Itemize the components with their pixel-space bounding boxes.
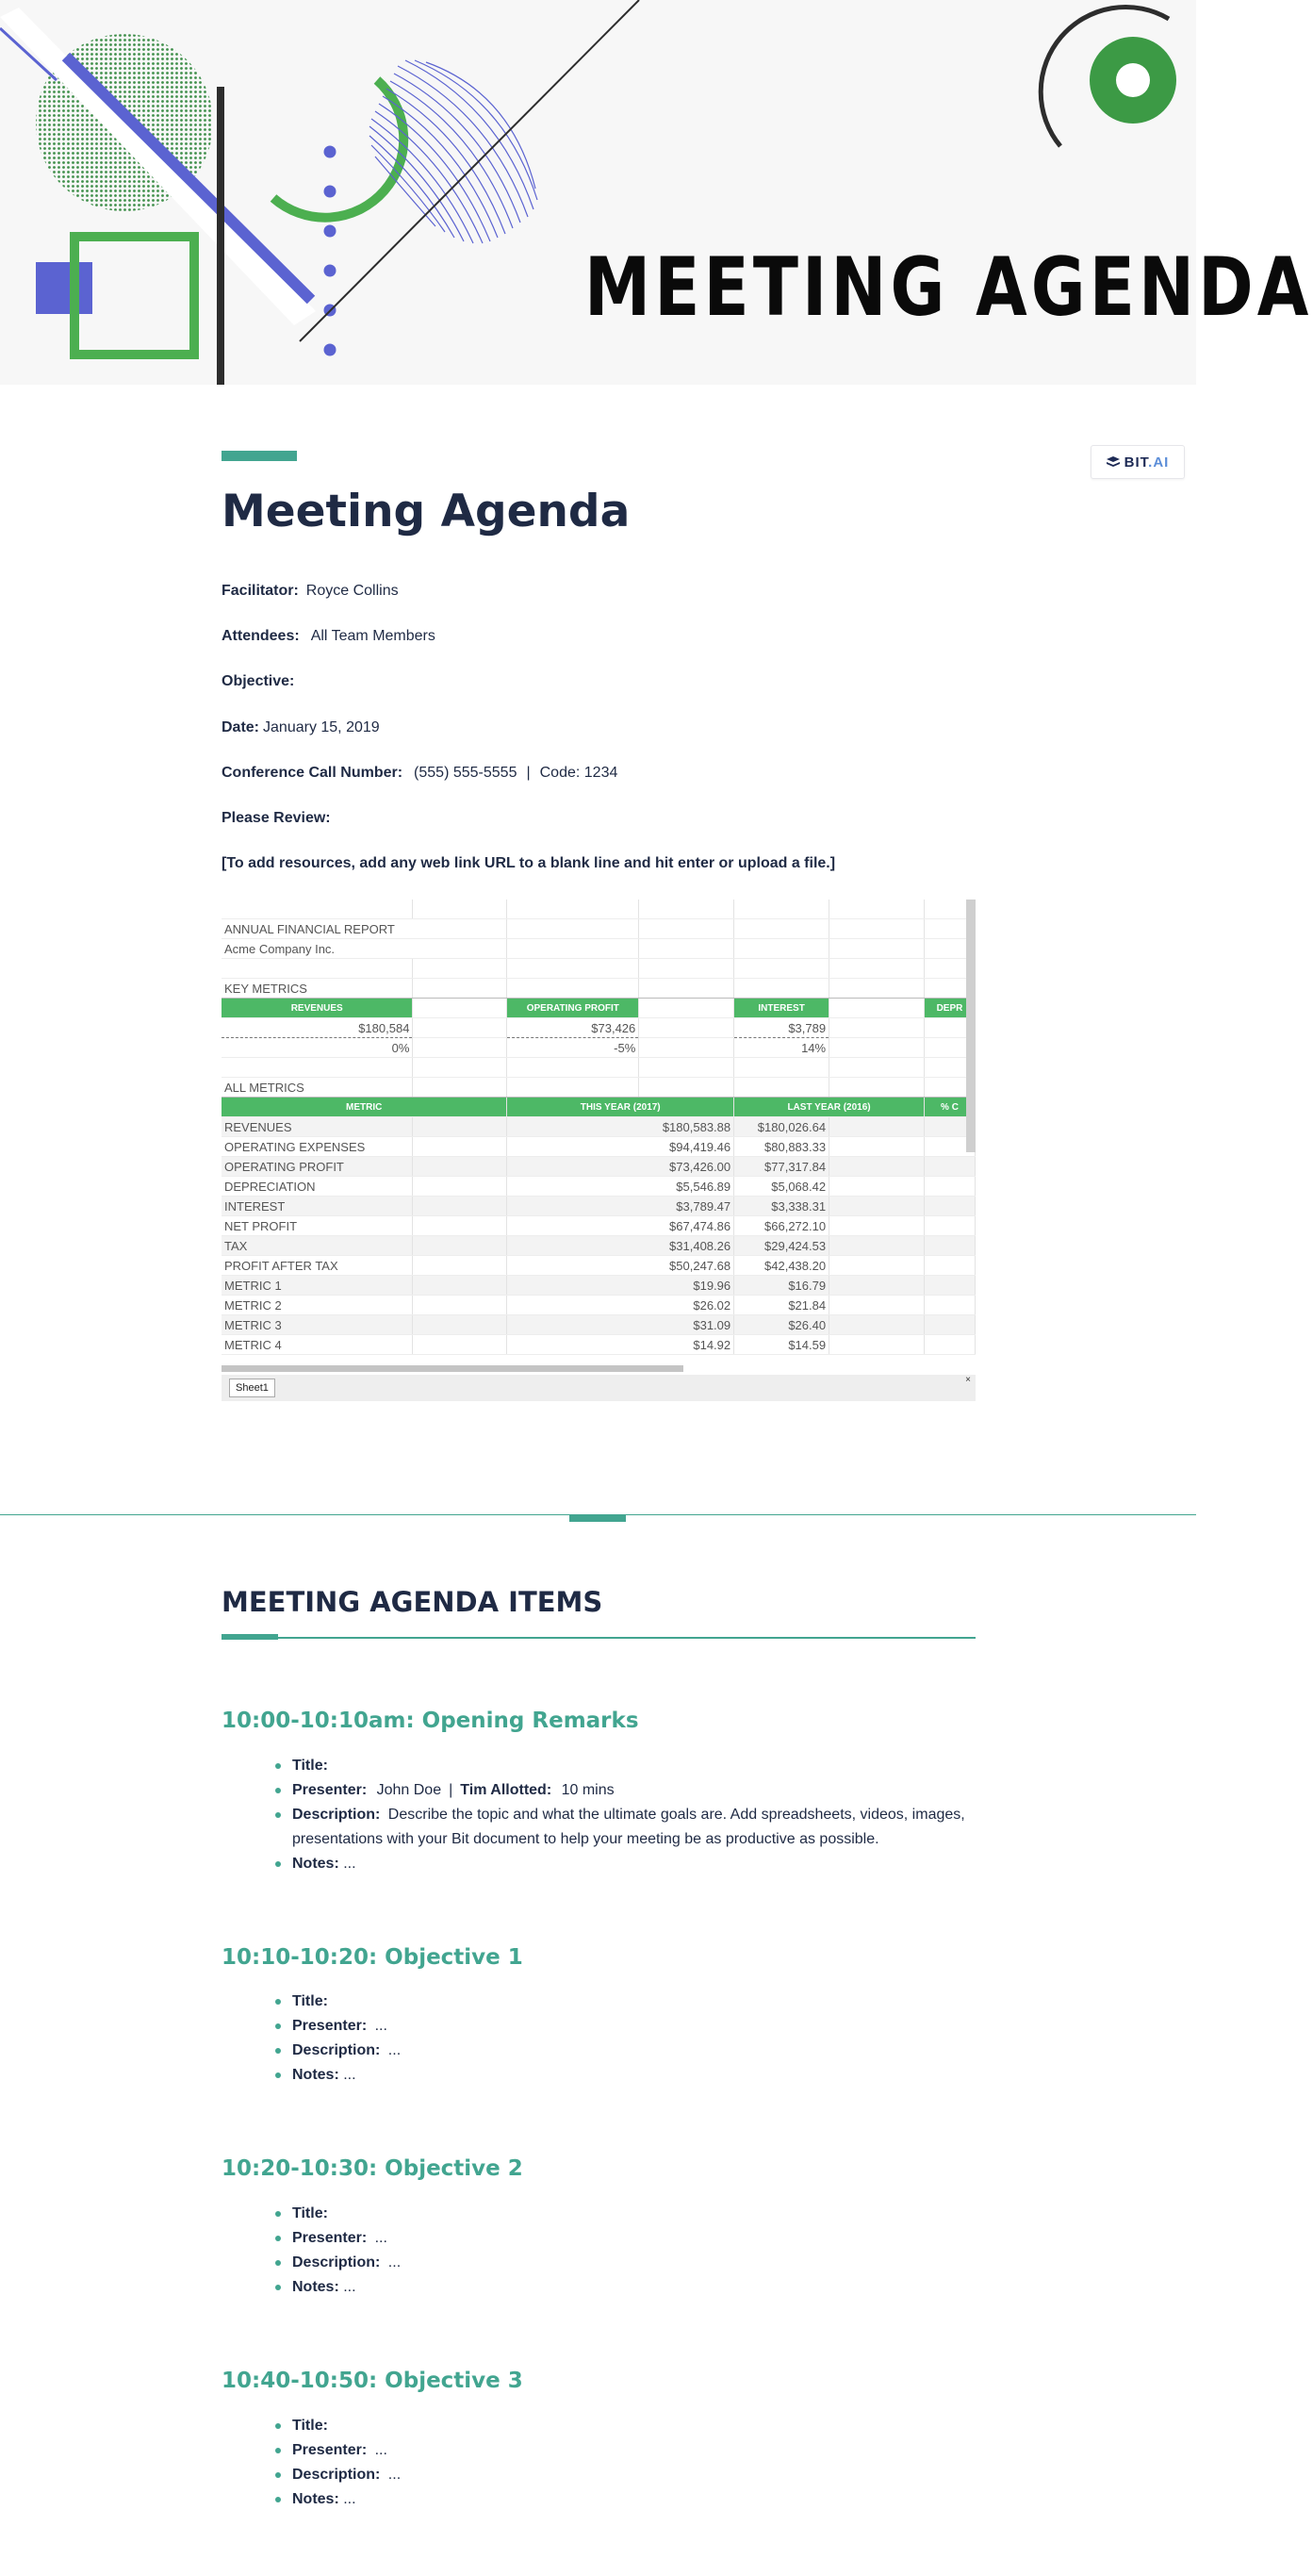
title-line: Title:	[275, 1754, 973, 1778]
date-label: Date:	[222, 719, 260, 735]
sheet-tab-bar	[222, 1375, 976, 1401]
description-line: Description: ...	[275, 2463, 973, 2487]
date-value: January 15, 2019	[263, 719, 380, 735]
objective-label: Objective:	[222, 673, 295, 689]
col-header-this-year[interactable]: THIS YEAR (2017)	[507, 1098, 734, 1117]
last-year-cell[interactable]: $80,883.33	[734, 1137, 829, 1157]
dot-column	[324, 146, 336, 356]
row-label[interactable]: METRIC 4	[222, 1335, 413, 1355]
this-year-cell[interactable]: $73,426.00	[507, 1157, 734, 1177]
agenda-item-heading: 10:20-10:30: Objective 2	[222, 2156, 523, 2181]
section-underline	[222, 1637, 976, 1639]
this-year-cell[interactable]: $94,419.46	[507, 1137, 734, 1157]
table-row	[222, 1256, 976, 1276]
agenda-item-heading: 10:40-10:50: Objective 3	[222, 2369, 523, 2393]
table-row	[222, 1117, 976, 1137]
col-header-metric[interactable]: METRIC	[222, 1098, 507, 1117]
table-row	[222, 1177, 976, 1197]
description-line: Description: ...	[275, 2039, 973, 2063]
presenter-line: Presenter: ...	[275, 2438, 973, 2463]
header-banner	[0, 0, 1313, 385]
this-year-cell[interactable]: $3,789.47	[507, 1197, 734, 1216]
bit-logo-icon	[1107, 456, 1120, 468]
table-row	[222, 1216, 976, 1236]
description-line: Description: ...	[275, 2251, 973, 2275]
spreadsheet-vertical-scrollbar[interactable]	[966, 900, 976, 1152]
call-number-label: Conference Call Number:	[222, 765, 403, 781]
table-row	[222, 1276, 976, 1296]
close-icon[interactable]: ×	[965, 1375, 971, 1385]
presenter-line: Presenter: John Doe | Tim Allotted: 10 mins	[275, 1778, 973, 1803]
title-line: Title:	[275, 2202, 973, 2226]
call-number-value: (555) 555-5555	[414, 765, 517, 781]
notes-line: Notes: ...	[275, 2275, 973, 2300]
last-year-cell[interactable]: $14.59	[734, 1335, 829, 1355]
key-value-cell[interactable]: $180,584	[222, 1018, 413, 1038]
key-metrics-label[interactable]: KEY METRICS	[222, 979, 413, 999]
facilitator-label: Facilitator:	[222, 583, 299, 599]
table-row	[222, 1335, 976, 1355]
agenda-item-details	[275, 2202, 973, 2300]
this-year-cell[interactable]: $14.92	[507, 1335, 734, 1355]
last-year-cell[interactable]: $180,026.64	[734, 1117, 829, 1137]
this-year-cell[interactable]: $26.02	[507, 1296, 734, 1315]
last-year-cell[interactable]: $3,338.31	[734, 1197, 829, 1216]
key-header-operating-profit[interactable]: OPERATING PROFIT	[507, 999, 639, 1018]
all-metrics-label[interactable]: ALL METRICS	[222, 1078, 413, 1098]
key-header-interest[interactable]: INTEREST	[734, 999, 829, 1018]
report-title-cell[interactable]: ANNUAL FINANCIAL REPORT	[222, 919, 507, 939]
row-label[interactable]: INTEREST	[222, 1197, 413, 1216]
key-change-cell[interactable]: 14%	[734, 1038, 829, 1058]
col-header-last-year[interactable]: LAST YEAR (2016)	[734, 1098, 925, 1117]
last-year-cell[interactable]: $29,424.53	[734, 1236, 829, 1256]
col-header-change[interactable]: % C	[924, 1098, 975, 1117]
facilitator-field	[222, 583, 399, 600]
page-title: Meeting Agenda	[222, 486, 631, 537]
description-line: Description: Describe the topic and what the ultimate goals are. Add spreadsheets, videos, images, presentations with your Bit document to help your meeting be as productive as possible.	[275, 1803, 973, 1852]
section-underline-accent	[222, 1634, 278, 1640]
agenda-section-title: MEETING AGENDA ITEMS	[222, 1586, 603, 1618]
this-year-cell[interactable]: $5,546.89	[507, 1177, 734, 1197]
dark-vertical-bar	[217, 87, 224, 385]
presenter-line: Presenter: ...	[275, 2014, 973, 2039]
call-number-field	[222, 765, 617, 782]
title-line: Title:	[275, 2414, 973, 2438]
this-year-cell[interactable]: $180,583.88	[507, 1117, 734, 1137]
presenter-line: Presenter: ...	[275, 2226, 973, 2251]
review-label: Please Review:	[222, 810, 331, 826]
this-year-cell[interactable]: $31.09	[507, 1315, 734, 1335]
row-label[interactable]: TAX	[222, 1236, 413, 1256]
divider-accent	[569, 1514, 626, 1522]
key-change-cell[interactable]: 0%	[222, 1038, 413, 1058]
table-row	[222, 1296, 976, 1315]
last-year-cell[interactable]: $42,438.20	[734, 1256, 829, 1276]
objective-field	[222, 673, 294, 690]
call-code: Code: 1234	[539, 765, 618, 781]
key-value-cell[interactable]: $73,426	[507, 1018, 639, 1038]
key-change-cell[interactable]: -5%	[507, 1038, 639, 1058]
title-line: Title:	[275, 1990, 973, 2014]
row-label[interactable]: METRIC 2	[222, 1296, 413, 1315]
last-year-cell[interactable]: $16.79	[734, 1276, 829, 1296]
spreadsheet-horizontal-scrollbar[interactable]	[222, 1365, 683, 1372]
notes-line: Notes: ...	[275, 1852, 973, 1876]
row-label[interactable]: METRIC 1	[222, 1276, 413, 1296]
last-year-cell[interactable]: $26.40	[734, 1315, 829, 1335]
table-row	[222, 1315, 976, 1335]
logo-text: BIT.AI	[1124, 454, 1170, 471]
agenda-item-details	[275, 2414, 973, 2512]
agenda-item-heading: 10:10-10:20: Objective 1	[222, 1945, 523, 1970]
last-year-cell[interactable]: $77,317.84	[734, 1157, 829, 1177]
call-separator: |	[526, 765, 531, 781]
agenda-item-details	[275, 1754, 973, 1876]
attendees-value: All Team Members	[310, 628, 435, 644]
wave-lines-shape	[369, 60, 537, 243]
blue-square-shape	[36, 262, 92, 314]
row-label[interactable]: REVENUES	[222, 1117, 413, 1137]
agenda-item-details	[275, 1990, 973, 2088]
green-square-outline	[74, 237, 194, 355]
table-row	[222, 1197, 976, 1216]
row-label[interactable]: OPERATING EXPENSES	[222, 1137, 413, 1157]
key-header-revenues[interactable]: REVENUES	[222, 999, 413, 1018]
table-row	[222, 1157, 976, 1177]
table-row	[222, 1137, 976, 1157]
company-cell[interactable]: Acme Company Inc.	[222, 939, 507, 959]
banner-title: MEETING AGENDA	[584, 240, 1313, 335]
this-year-cell[interactable]: $67,474.86	[507, 1216, 734, 1236]
agenda-item-heading: 10:00-10:10am: Opening Remarks	[222, 1709, 639, 1733]
embedded-spreadsheet[interactable]	[222, 900, 976, 1401]
this-year-cell[interactable]: $31,408.26	[507, 1236, 734, 1256]
this-year-cell[interactable]: $50,247.68	[507, 1256, 734, 1276]
row-label[interactable]: OPERATING PROFIT	[222, 1157, 413, 1177]
resources-note: [To add resources, add any web link URL to a blank line and hit enter or upload a file.]	[222, 855, 836, 871]
date-field	[222, 719, 380, 736]
row-label[interactable]: METRIC 3	[222, 1315, 413, 1335]
last-year-cell[interactable]: $5,068.42	[734, 1177, 829, 1197]
row-label[interactable]: NET PROFIT	[222, 1216, 413, 1236]
title-accent-bar	[222, 451, 297, 461]
notes-line: Notes: ...	[275, 2487, 973, 2512]
key-header-depreciation[interactable]: DEPR	[924, 999, 975, 1018]
attendees-field	[222, 628, 435, 645]
this-year-cell[interactable]: $19.96	[507, 1276, 734, 1296]
sheet-tab-sheet1[interactable]: Sheet1	[229, 1379, 275, 1397]
last-year-cell[interactable]: $21.84	[734, 1296, 829, 1315]
last-year-cell[interactable]: $66,272.10	[734, 1216, 829, 1236]
notes-line: Notes: ...	[275, 2063, 973, 2088]
attendees-label: Attendees:	[222, 628, 300, 644]
row-label[interactable]: PROFIT AFTER TAX	[222, 1256, 413, 1276]
row-label[interactable]: DEPRECIATION	[222, 1177, 413, 1197]
facilitator-value: Royce Collins	[305, 583, 399, 599]
key-value-cell[interactable]: $3,789	[734, 1018, 829, 1038]
bit-ai-logo[interactable]	[1091, 445, 1185, 479]
review-field	[222, 810, 331, 827]
table-row	[222, 1236, 976, 1256]
